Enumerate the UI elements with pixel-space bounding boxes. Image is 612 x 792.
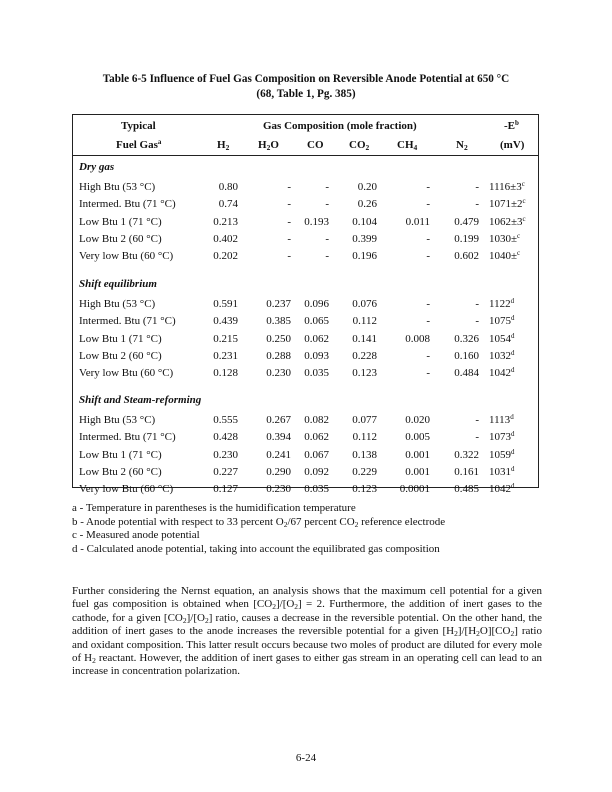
ch4-cell: - — [426, 349, 430, 362]
h2-cell: 0.428 — [213, 431, 238, 444]
co-cell: 0.062 — [304, 332, 329, 345]
h2o-cell: 0.241 — [266, 448, 291, 461]
co2-cell: 0.077 — [352, 414, 377, 426]
n2-cell: 0.326 — [454, 332, 479, 345]
co-cell: - — [325, 181, 329, 193]
n2-cell: - — [475, 181, 479, 193]
h2-cell: 0.231 — [213, 349, 238, 362]
table-caption: Table 6-5 Influence of Fuel Gas Composition on Reversible Anode Potential at 650 °C — [102, 73, 510, 85]
ch4-cell: 0.011 — [405, 215, 430, 228]
potential-note: c — [517, 231, 521, 240]
fuel-gas-cell: Low Btu 2 (60 °C) — [79, 349, 162, 362]
co-cell: 0.065 — [304, 315, 329, 328]
potential-note: c — [517, 249, 521, 258]
ch4-cell: - — [426, 198, 430, 211]
ch4-cell: - — [426, 250, 430, 263]
co2-cell: 0.141 — [352, 332, 377, 345]
potential-note: d — [511, 331, 515, 340]
n2-cell: 0.322 — [454, 448, 479, 461]
co2-cell: 0.104 — [352, 215, 377, 228]
co2-cell: 0.20 — [357, 181, 377, 193]
fuel-gas-cell: High Btu (53 °C) — [79, 181, 156, 193]
ch4-cell: - — [426, 315, 430, 328]
h2-cell: 0.202 — [213, 250, 238, 263]
n2-cell: 0.602 — [454, 250, 479, 263]
fuel-gas-cell: Low Btu 2 (60 °C) — [79, 232, 162, 245]
co2-cell: 0.399 — [352, 232, 377, 245]
potential-cell: 1042$^d$ — [489, 482, 515, 496]
h2o-cell: 0.230 — [266, 483, 291, 496]
fuel-gas-cell: Very low Btu (60 °C) — [79, 250, 174, 263]
ch4-cell: 0.0001 — [399, 483, 430, 496]
potential-note: d — [511, 314, 515, 323]
potential-note: c — [521, 180, 525, 188]
potential-cell: 1054$^d$ — [489, 331, 515, 345]
ch4-cell: - — [426, 298, 430, 310]
h2-cell: 0.128 — [213, 367, 238, 380]
h2o-cell: 0.237 — [266, 298, 291, 310]
n2-cell: - — [475, 414, 479, 426]
h2o-cell: 0.385 — [266, 315, 291, 328]
n2-cell: 0.199 — [454, 232, 479, 245]
n2-cell: 0.160 — [454, 349, 479, 362]
h2-cell: 0.127 — [213, 483, 238, 496]
header-gas-composition: Gas Composition (mole fraction) — [263, 120, 417, 132]
potential-cell: 1040±$^c$ — [489, 249, 521, 263]
fuel-gas-cell: High Btu (53 °C) — [79, 298, 156, 310]
h2o-cell: - — [287, 181, 291, 193]
potential-cell: 1042$^d$ — [489, 366, 515, 380]
potential-note: c — [522, 197, 526, 206]
h2-cell: 0.215 — [213, 332, 238, 345]
potential-note: d — [511, 464, 515, 473]
h2-cell: 0.591 — [213, 298, 238, 310]
h2o-cell: - — [287, 215, 291, 228]
co-cell: 0.193 — [304, 215, 329, 228]
co-cell: - — [325, 250, 329, 263]
co2-cell: 0.138 — [352, 448, 377, 461]
h2-cell: 0.74 — [218, 198, 238, 211]
h2-cell: 0.213 — [213, 215, 238, 228]
n2-cell: - — [475, 298, 479, 310]
body-paragraph: Further considering the Nernst equation, an analysis shows that the maximum cell potential for a given fuel gas composition is obtained when $[CO_2]/[O_2] = 2$. Furthermore, the addition of inert gases to the cathode, for a given $[CO_2]/[O_2]$ ratio, causes a decrease in the reversible potential. On the other hand, the addition of inert gases to the anode increases the reversible potential for a given $[H_2]/[H_2O][CO_2]$ ratio and oxidant composition. This latter result occurs because two moles of product are diluted for every mole of $H_2$ reactant. However, the addition of inert gases to either gas stream in an operating cell can lead to an increase in concentration polarization. — [72, 585, 543, 678]
co2-cell: 0.076 — [352, 298, 377, 310]
potential-cell: 1059$^d$ — [489, 447, 515, 461]
h2o-cell: 0.230 — [266, 367, 291, 380]
n2-cell: 0.161 — [454, 465, 479, 478]
section-title: Shift equilibrium — [79, 278, 157, 290]
section-title: Shift and Steam-reforming — [79, 394, 202, 406]
ch4-cell: - — [426, 181, 430, 193]
header-fuel-gas: Fuel Gas$^a$ — [116, 138, 162, 151]
h2o-cell: 0.290 — [266, 465, 291, 478]
fuel-gas-cell: Low Btu 1 (71 °C) — [79, 448, 162, 461]
h2o-cell: - — [287, 232, 291, 245]
header-h2: $H_2$ — [217, 139, 230, 152]
co-cell: 0.093 — [304, 349, 329, 362]
potential-cell: $1116\pm 3^c$ — [489, 180, 525, 193]
n2-cell: - — [475, 198, 479, 211]
fuel-gas-cell: Very low Btu (60 °C) — [79, 483, 174, 496]
h2-cell: 0.227 — [213, 465, 238, 478]
header-co: CO — [307, 139, 324, 151]
header-e-unit: (mV) — [500, 139, 525, 151]
h2-cell: 0.80 — [218, 181, 238, 193]
co2-cell: 0.229 — [352, 465, 377, 478]
ch4-cell: - — [426, 232, 430, 245]
fuel-gas-cell: Intermed. Btu (71 °C) — [79, 198, 176, 211]
potential-cell: 1032$^d$ — [489, 348, 515, 362]
h2o-cell: 0.250 — [266, 332, 291, 345]
header-e: $-E^b$ — [504, 119, 519, 132]
header-typical: Typical — [121, 120, 156, 132]
potential-note: d — [511, 366, 515, 375]
n2-cell: 0.479 — [454, 215, 479, 228]
co2-cell: 0.228 — [352, 349, 377, 362]
n2-cell: - — [475, 315, 479, 328]
header-ch4: $CH_4$ — [397, 139, 418, 152]
co-cell: 0.096 — [304, 298, 329, 310]
co-cell: 0.035 — [304, 483, 329, 496]
h2-cell: 0.439 — [213, 315, 238, 328]
co-cell: - — [325, 232, 329, 245]
footnotes — [72, 502, 542, 556]
h2o-cell: 0.288 — [266, 349, 291, 362]
footnote-d: d - Calculated anode potential, taking into account the equilibrated gas composition — [72, 542, 440, 555]
ch4-cell: 0.001 — [405, 465, 430, 478]
co-cell: 0.035 — [304, 367, 329, 380]
co-cell: 0.067 — [304, 448, 329, 461]
header-h2o: $H_2O$ — [258, 139, 279, 152]
co2-cell: 0.26 — [357, 198, 377, 211]
fuel-gas-cell: Intermed. Btu (71 °C) — [79, 431, 176, 444]
potential-note: d — [511, 482, 515, 491]
table-source: (68, Table 1, Pg. 385) — [256, 88, 356, 100]
potential-cell: 1030±$^c$ — [489, 231, 521, 245]
h2o-cell: - — [287, 198, 291, 211]
co2-cell: 0.123 — [352, 367, 377, 380]
potential-note: d — [511, 430, 515, 439]
potential-note: d — [511, 348, 515, 357]
h2o-cell: - — [287, 250, 291, 263]
h2o-cell: 0.267 — [266, 414, 291, 426]
header-co2: $CO_2$ — [349, 139, 370, 152]
n2-cell: 0.485 — [454, 483, 479, 496]
n2-cell: 0.484 — [454, 367, 479, 380]
fuel-gas-cell: Low Btu 1 (71 °C) — [79, 332, 162, 345]
ch4-cell: - — [426, 367, 430, 380]
potential-note: d — [510, 297, 515, 305]
ch4-cell: 0.001 — [405, 448, 430, 461]
fuel-gas-cell: Very low Btu (60 °C) — [79, 367, 174, 380]
co-cell: 0.062 — [304, 431, 329, 444]
co2-cell: 0.112 — [352, 315, 377, 328]
ch4-cell: 0.020 — [405, 414, 430, 426]
h2o-cell: 0.394 — [266, 431, 291, 444]
ch4-cell: 0.005 — [405, 431, 430, 444]
composition-table — [72, 114, 539, 496]
page-number: 6-24 — [295, 752, 317, 764]
footnote-b: b - Anode potential with respect to 33 percent $O_2/67$ percent $CO_2$ reference electrode — [72, 515, 446, 529]
potential-note: c — [522, 214, 526, 223]
potential-cell: $1071\pm 2^c$ — [489, 197, 526, 211]
h2-cell: 0.402 — [213, 232, 238, 245]
ch4-cell: 0.008 — [405, 332, 430, 345]
fuel-gas-cell: Low Btu 2 (60 °C) — [79, 465, 162, 478]
fuel-gas-cell: High Btu (53 °C) — [79, 414, 156, 426]
co-cell: 0.092 — [304, 465, 329, 478]
footnote-a: a - Temperature in parentheses is the humidification temperature — [72, 502, 356, 514]
h2-cell: 0.555 — [213, 414, 238, 426]
co-cell: 0.082 — [304, 414, 329, 426]
potential-cell: $1062\pm 3^c$ — [489, 214, 526, 228]
co2-cell: 0.196 — [352, 250, 377, 263]
header-rule — [73, 155, 538, 156]
potential-cell: 1031$^d$ — [489, 464, 515, 478]
n2-cell: - — [475, 431, 479, 444]
header-n2: $N_2$ — [456, 139, 468, 152]
fuel-gas-cell: Low Btu 1 (71 °C) — [79, 215, 162, 228]
potential-cell: 1113$^d$ — [489, 413, 514, 426]
footnote-c: c - Measured anode potential — [72, 529, 200, 541]
potential-cell: 1075$^d$ — [489, 314, 515, 328]
co-cell: - — [325, 198, 329, 211]
fuel-gas-cell: Intermed. Btu (71 °C) — [79, 315, 176, 328]
potential-cell: 1122$^d$ — [489, 297, 515, 310]
h2-cell: 0.230 — [213, 448, 238, 461]
section-title: Dry gas — [79, 161, 115, 173]
potential-note: d — [510, 413, 514, 421]
co2-cell: 0.112 — [352, 431, 377, 444]
potential-cell: 1073$^d$ — [489, 430, 515, 444]
co2-cell: 0.123 — [352, 483, 377, 496]
potential-note: d — [511, 447, 515, 456]
